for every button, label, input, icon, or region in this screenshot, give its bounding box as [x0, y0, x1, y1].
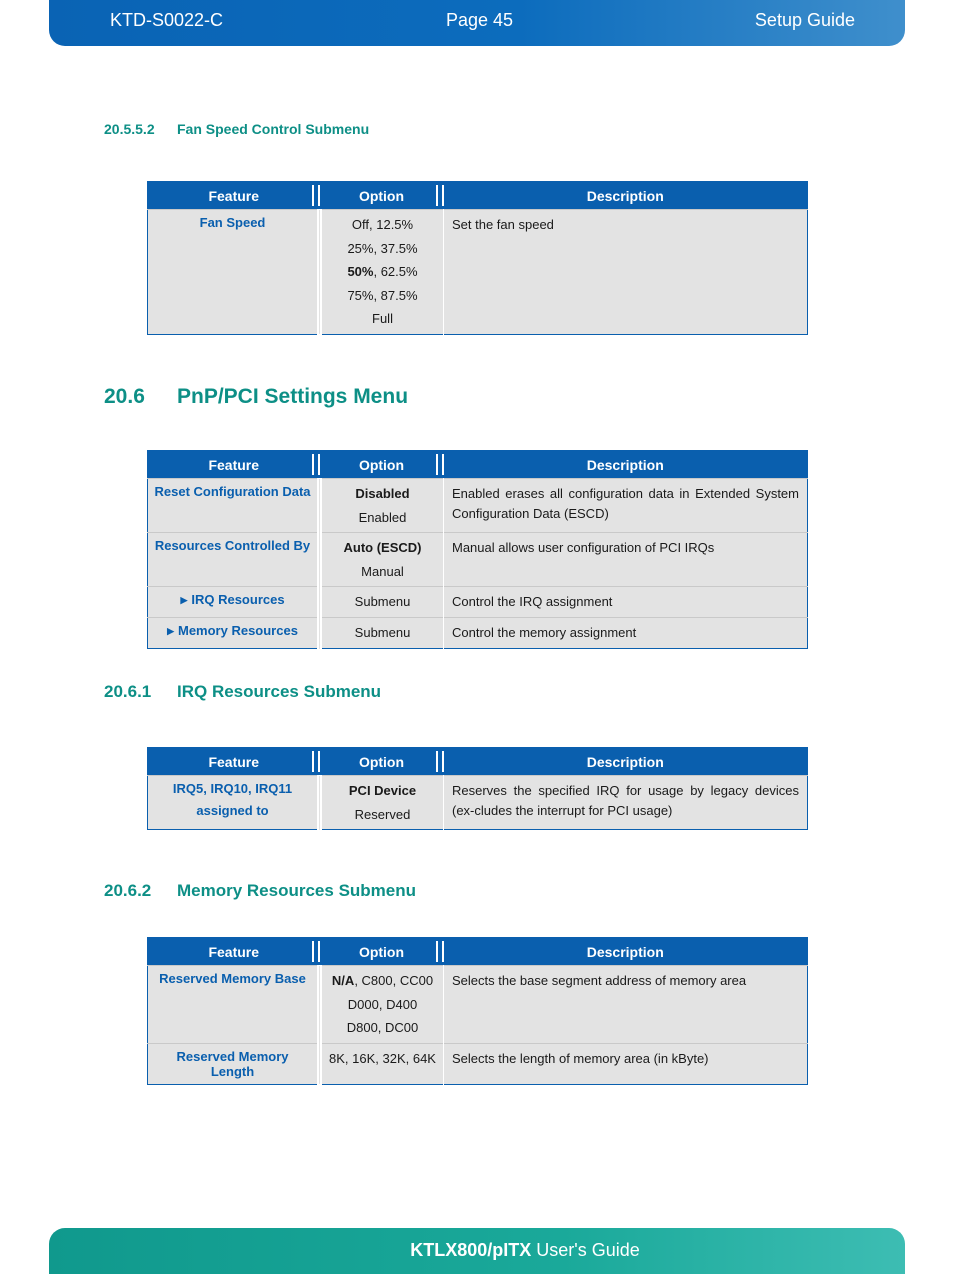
feature-cell: Fan Speed [148, 210, 320, 335]
option-cell [320, 479, 444, 533]
section-number: 20.5.5.2 [104, 121, 155, 137]
option-value: N/A, C800, CC00 [331, 973, 434, 988]
option-value: Full [372, 311, 393, 326]
table-row [148, 210, 808, 335]
page-header [49, 0, 905, 46]
option-value: D000, D400 [347, 996, 418, 1012]
column-header-option: Option [320, 748, 444, 776]
column-header-description: Description [444, 938, 808, 966]
option-value: Off, 12.5% [351, 217, 414, 232]
default-option: 50% [347, 264, 374, 279]
column-header-description: Description [444, 451, 808, 479]
feature-cell: Reset Configuration Data [148, 479, 320, 533]
description-cell: Manual allows user configuration of PCI IRQs [444, 533, 808, 587]
guide-title: Setup Guide [754, 10, 855, 30]
option-value: Reserved [354, 806, 411, 822]
option-value: 50%, 62.5% [347, 264, 418, 279]
column-header-feature: Feature [148, 451, 320, 479]
column-header-description: Description [444, 182, 808, 210]
section-number: 20.6.2 [104, 881, 152, 900]
option-value: 25%, 37.5% [347, 240, 418, 256]
option-value: Enabled [358, 509, 407, 525]
section-heading-memory-resources [104, 881, 416, 901]
section-title: PnP/PCI Settings Menu [177, 385, 409, 408]
column-header-option: Option [320, 182, 444, 210]
default-option: Disabled [355, 486, 410, 501]
option-value: D800, DC00 [346, 1020, 419, 1035]
table-row [148, 776, 808, 830]
section-title: IRQ Resources Submenu [177, 682, 382, 701]
pnp-pci-table [147, 450, 808, 649]
section-title: Fan Speed Control Submenu [177, 121, 370, 137]
column-header-feature: Feature [148, 748, 320, 776]
document-id: KTD-S0022-C [110, 10, 224, 30]
fan-speed-table [147, 181, 808, 335]
description-cell: Reserves the specified IRQ for usage by legacy devices (ex-cludes the interrupt for PCI usage) [444, 776, 808, 830]
description-cell: Selects the base segment address of memory area [444, 966, 808, 1044]
footer-suffix: User's Guide [531, 1240, 640, 1260]
section-heading-fan-speed [104, 121, 369, 137]
default-option: PCI Device [348, 783, 417, 798]
feature-cell: Reserved Memory Base [148, 966, 320, 1044]
table-header-row [148, 451, 808, 479]
column-header-feature: Feature [148, 182, 320, 210]
default-option: Auto (ESCD) [343, 540, 422, 555]
table-header-row [148, 182, 808, 210]
feature-cell: Resources Controlled By [148, 533, 320, 587]
option-cell [320, 776, 444, 830]
description-cell: Selects the length of memory area (in kByte) [444, 1043, 808, 1084]
page-footer [49, 1228, 905, 1274]
option-value: 75%, 87.5% [347, 287, 418, 303]
default-option: N/A [331, 973, 355, 988]
option-cell: Submenu [320, 618, 444, 649]
option-cell [320, 533, 444, 587]
section-number: 20.6 [104, 385, 145, 408]
column-header-option: Option [320, 451, 444, 479]
section-title: Memory Resources Submenu [177, 881, 417, 900]
option-value: Manual [361, 563, 404, 579]
table-header-row [148, 748, 808, 776]
feature-cell: ▶ Memory Resources [148, 618, 320, 649]
column-header-description: Description [444, 748, 808, 776]
table-row [148, 1043, 808, 1084]
submenu-arrow-icon: ▶ [180, 595, 188, 605]
section-number: 20.6.1 [104, 682, 152, 701]
section-heading-irq-resources [104, 682, 381, 702]
description-cell: Control the memory assignment [444, 618, 808, 649]
description-cell: Control the IRQ assignment [444, 587, 808, 618]
irq-resources-table [147, 747, 808, 830]
description-cell: Enabled erases all configuration data in Extended System Configuration Data (ESCD) [444, 479, 808, 533]
page-number: Page 45 [446, 10, 514, 30]
option-cell [320, 966, 444, 1044]
table-row [148, 966, 808, 1044]
option-cell: Submenu [320, 587, 444, 618]
description-cell: Set the fan speed [444, 210, 808, 335]
table-row [148, 618, 808, 649]
memory-resources-table [147, 937, 808, 1085]
feature-cell: ▶ IRQ Resources [148, 587, 320, 618]
product-name: KTLX800/pITX [410, 1240, 532, 1260]
table-header-row [148, 938, 808, 966]
feature-cell: IRQ5, IRQ10, IRQ11 assigned to [148, 776, 320, 830]
column-header-option: Option [320, 938, 444, 966]
table-row [148, 587, 808, 618]
section-heading-pnp-pci [104, 385, 408, 409]
feature-cell: Reserved Memory Length [148, 1043, 320, 1084]
option-cell: 8K, 16K, 32K, 64K [320, 1043, 444, 1084]
submenu-arrow-icon: ▶ [167, 626, 174, 636]
table-row [148, 479, 808, 533]
option-cell [320, 210, 444, 335]
table-row [148, 533, 808, 587]
column-header-feature: Feature [148, 938, 320, 966]
